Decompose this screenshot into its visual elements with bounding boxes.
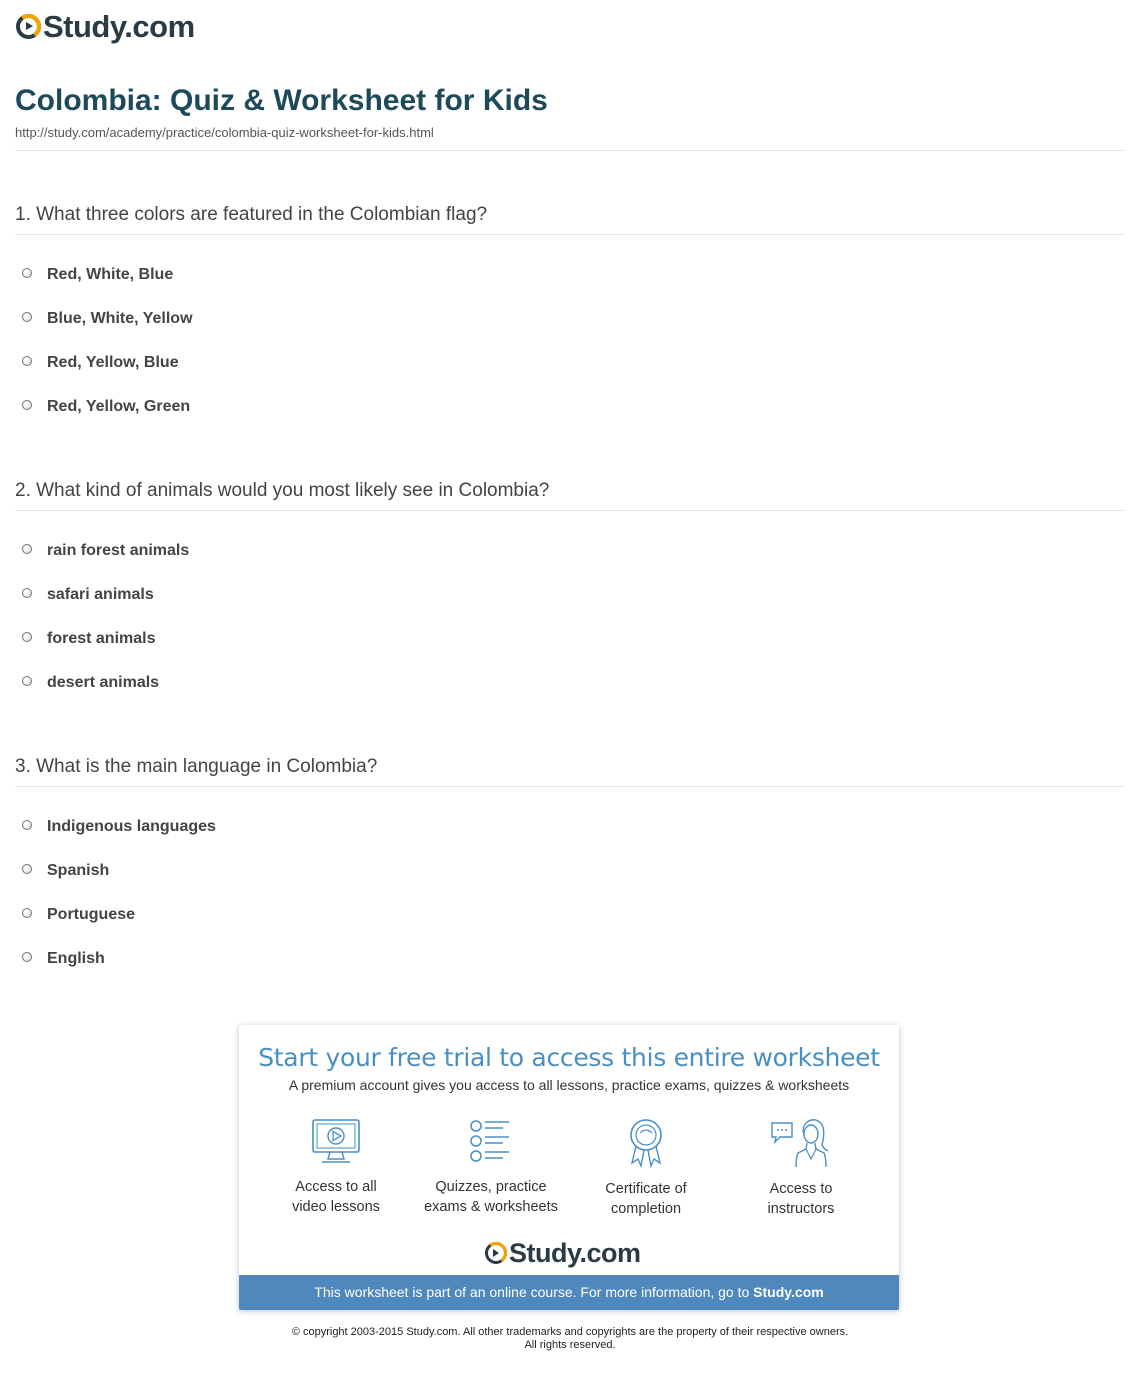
option-label: desert animals: [47, 674, 160, 691]
rights-line: All rights reserved.: [524, 1339, 616, 1351]
promo-subtitle: A premium account gives you access to all lessons, practice exams, quizzes & worksheets: [288, 1077, 850, 1093]
radio-button[interactable]: [22, 676, 32, 686]
option-label: rain forest animals: [47, 542, 190, 559]
answer-option[interactable]: [22, 859, 109, 883]
answer-option[interactable]: [22, 583, 154, 607]
radio-button[interactable]: [22, 588, 32, 598]
copyright-footer: [0, 1326, 1140, 1352]
radio-button[interactable]: [22, 312, 32, 322]
option-label: English: [47, 950, 105, 967]
radio-button[interactable]: [22, 820, 32, 830]
page-url: http://study.com/academy/practice/colombia-quiz-worksheet-for-kids.html: [15, 125, 434, 140]
site-logo[interactable]: [16, 8, 195, 44]
answer-option[interactable]: [22, 947, 105, 971]
feature-video-lessons: [261, 1117, 411, 1217]
radio-button[interactable]: [22, 544, 32, 554]
promo-logo[interactable]: [485, 1237, 641, 1269]
answer-option[interactable]: [22, 539, 189, 563]
feature-label: Quizzes, practice exams & worksheets: [424, 1179, 558, 1215]
checklist-icon: [467, 1117, 515, 1167]
free-trial-promo[interactable]: [239, 1025, 899, 1310]
feature-certificate: [571, 1117, 721, 1219]
question-1: 1. What three colors are featured in the Colombian flag?: [15, 204, 488, 225]
logo-text: Study.com: [509, 1237, 641, 1268]
play-logo-icon: [485, 1242, 507, 1264]
question-2: 2. What kind of animals would you most likely see in Colombia?: [15, 480, 550, 501]
ribbon-award-icon: [624, 1117, 668, 1169]
feature-label: Access to all video lessons: [292, 1179, 380, 1215]
answer-option[interactable]: [22, 351, 179, 375]
radio-button[interactable]: [22, 952, 32, 962]
page-title: Colombia: Quiz & Worksheet for Kids: [15, 84, 548, 117]
logo-text: Study.com: [43, 8, 195, 44]
question-divider: [15, 510, 1125, 511]
play-logo-icon: [16, 14, 41, 39]
radio-button[interactable]: [22, 632, 32, 642]
answer-option[interactable]: [22, 627, 155, 651]
feature-label: Certificate of completion: [605, 1181, 687, 1217]
radio-button[interactable]: [22, 864, 32, 874]
answer-option[interactable]: [22, 263, 173, 287]
option-label: safari animals: [47, 586, 154, 603]
answer-option[interactable]: [22, 307, 193, 331]
feature-quizzes: [416, 1117, 566, 1217]
option-label: Blue, White, Yellow: [47, 310, 193, 327]
header-divider: [15, 150, 1125, 151]
radio-button[interactable]: [22, 356, 32, 366]
option-label: Red, Yellow, Green: [47, 398, 191, 415]
answer-option[interactable]: [22, 671, 159, 695]
study-com-link[interactable]: Study.com: [753, 1284, 824, 1300]
copyright-line: © copyright 2003-2015 Study.com. All other trademarks and copyrights are the property of their respective owners.: [291, 1326, 849, 1338]
option-label: Indigenous languages: [47, 818, 216, 835]
option-label: forest animals: [47, 630, 156, 647]
promo-title[interactable]: Start your free trial to access this entire worksheet: [258, 1043, 880, 1072]
answer-option[interactable]: [22, 903, 135, 927]
video-monitor-icon: [310, 1117, 362, 1167]
option-label: Red, Yellow, Blue: [47, 354, 179, 371]
course-info-bar[interactable]: [239, 1275, 899, 1310]
question-divider: [15, 786, 1125, 787]
instructor-chat-icon: [770, 1117, 832, 1169]
answer-option[interactable]: [22, 815, 216, 839]
question-3: 3. What is the main language in Colombia?: [15, 756, 378, 777]
option-label: Red, White, Blue: [47, 266, 174, 283]
question-divider: [15, 234, 1125, 235]
feature-label: Access to instructors: [767, 1181, 835, 1217]
radio-button[interactable]: [22, 400, 32, 410]
feature-instructors: [726, 1117, 876, 1219]
course-info-text: This worksheet is part of an online course. For more information, go to: [314, 1284, 750, 1300]
option-label: Spanish: [47, 862, 110, 879]
radio-button[interactable]: [22, 908, 32, 918]
option-label: Portuguese: [47, 906, 136, 923]
radio-button[interactable]: [22, 268, 32, 278]
answer-option[interactable]: [22, 395, 190, 419]
